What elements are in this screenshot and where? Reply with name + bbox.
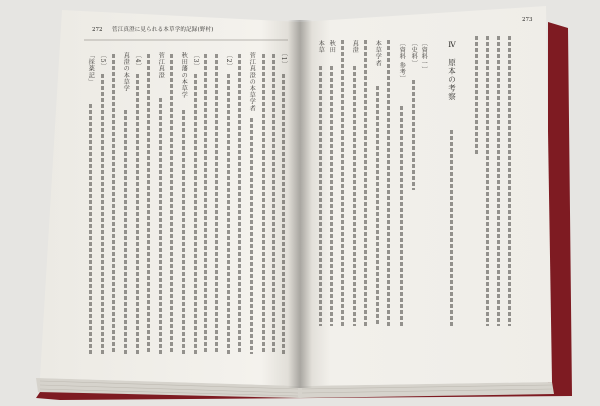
- right-column-6: 秋田: [328, 40, 336, 54]
- right-text-line: [376, 86, 379, 326]
- right-column-3: 〔資料 参考〕: [398, 40, 406, 82]
- left-text-line: [250, 118, 253, 354]
- left-text-line: [124, 110, 127, 354]
- right-column-5: 真澄: [351, 40, 359, 54]
- left-column-7: 〔4〕: [134, 52, 142, 70]
- left-column-4: 〔3〕: [192, 52, 200, 70]
- left-column-3: 〔2〕: [225, 52, 233, 70]
- left-text-line: [282, 74, 285, 354]
- right-text-line: [412, 80, 415, 190]
- right-text-line: [486, 36, 489, 326]
- right-column-1: 〔資料一〕: [420, 40, 428, 73]
- left-text-line: [182, 110, 185, 354]
- left-column-5: 秋田藩の本草学: [180, 52, 188, 99]
- right-text-line: [450, 130, 453, 326]
- left-column-10: 「採薬記」: [87, 52, 95, 85]
- left-text-line: [272, 54, 275, 354]
- right-text-line: [497, 36, 500, 326]
- right-folio: 273: [522, 17, 533, 23]
- left-text-line: [215, 54, 218, 354]
- right-text-line: [364, 40, 367, 326]
- left-text-line: [159, 98, 162, 354]
- left-text-line: [238, 54, 241, 354]
- right-text-line: [353, 66, 356, 326]
- left-column-1: 〔1〕: [280, 50, 288, 68]
- left-text-line: [147, 54, 150, 354]
- left-column-6: 菅江真澄: [157, 52, 165, 79]
- left-text-line: [89, 104, 92, 354]
- right-column-2: 〔史料〕: [410, 40, 418, 67]
- left-folio: 272: [92, 27, 103, 33]
- gutter-shadow: [288, 20, 312, 388]
- left-text-line: [101, 74, 104, 354]
- right-text-line: [387, 40, 390, 326]
- left-running-head: 菅江真澄に見られる本草学的記録(野村): [112, 27, 214, 33]
- left-column-8: 真澄の本草学: [122, 52, 130, 92]
- left-text-line: [227, 74, 230, 354]
- left-text-line: [112, 54, 115, 354]
- right-text-line: [475, 36, 478, 156]
- right-text-line: [400, 106, 403, 326]
- right-column-7: 本草: [317, 40, 325, 54]
- right-text-line: [319, 66, 322, 326]
- left-column-2: 菅江真澄の本草学者: [248, 52, 256, 112]
- right-column-4: 本草学者: [374, 40, 382, 67]
- left-text-line: [170, 54, 173, 354]
- left-text-line: [194, 74, 197, 354]
- right-text-line: [330, 66, 333, 326]
- right-text-line: [508, 36, 511, 326]
- left-column-9: 〔5〕: [99, 52, 107, 70]
- section-heading: Ⅳ 原本の考察: [447, 40, 457, 101]
- left-text-line: [262, 54, 265, 354]
- left-text-line: [136, 74, 139, 354]
- right-text-line: [341, 40, 344, 326]
- left-text-line: [204, 54, 207, 354]
